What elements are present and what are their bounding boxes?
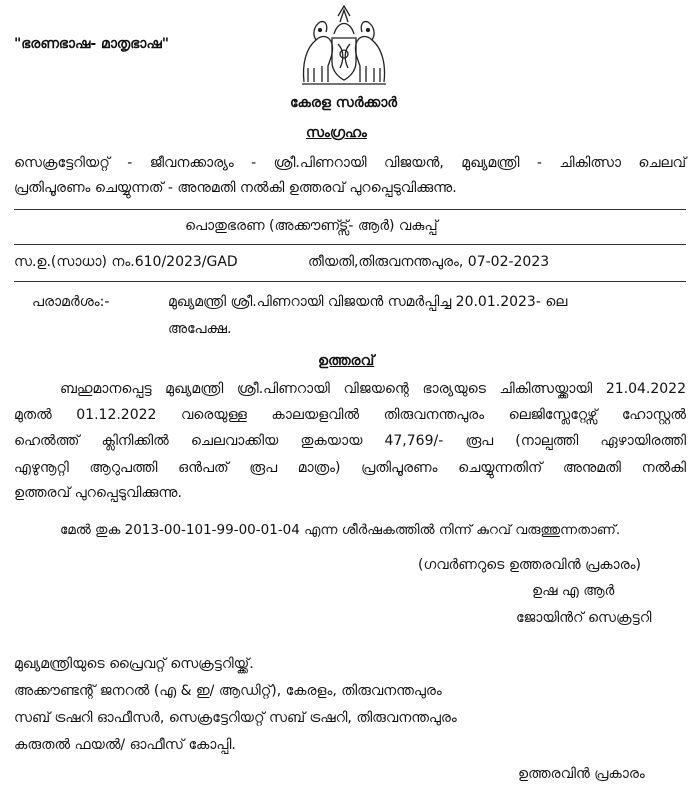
department: പൊതുഭരണ (അക്കൗണ്ട്സ്- ആർ) വകുപ്പ് (185, 218, 438, 234)
abstract-line-1: സെക്രട്ടേറിയറ്റ് - ജീവനക്കാര്യം - ശ്രീ.പിണറായി വിജയൻ, മുഖ്യമന്ത്രി - ചികിത്സാ ചെലവ് (14, 155, 686, 171)
by-order-of-governor: (ഗവർണറുടെ ഉത്തരവിൻ പ്രകാരം) (418, 557, 641, 573)
order-para-line-3: ഹെൽത്ത് ക്ലിനിക്കിൽ ചെലവാക്കിയ തുകയായ 47,769/- രൂപ (നാല്പത്തി ഏഴായിരത്തി (14, 433, 686, 449)
divider-3 (14, 281, 686, 282)
order-para-line-2: മുതൽ 01.12.2022 വരെയുള്ള കാലയളവിൽ തിരുവനന്തപുരം ലെജിസ്ലേറ്റേഴ്സ് ഹോസ്റ്റൽ (14, 407, 686, 423)
divider-2 (14, 244, 686, 245)
head-of-account: മേൽ തുക 2013-00-101-99-00-01-04 എന്ന ശീർഷകത്തിൽ നിന്ന് കുറവ് വരുത്തുന്നതാണ്. (60, 522, 621, 538)
signatory-name: ഉഷ എ ആർ (532, 583, 615, 599)
order-date: തീയതി,തിരുവനന്തപുരം, 07-02-2023 (308, 254, 550, 270)
order-para-line-4: എഴുനൂറ്റി ആറുപത്തി ഒൻപത് രൂപ മാത്രം) പ്രതിപൂരണം ചെയ്യുന്നതിന് അനുമതി നൽകി (14, 460, 686, 476)
reference-label: പരാമർശം:- (32, 294, 110, 310)
distribution-item: അക്കൗണ്ടന്റ് ജനറൽ (എ & ഇ/ ആഡിറ്റ്), കേരളം, തിരുവനന്തപുരം (14, 683, 442, 699)
kerala-emblem-icon (298, 4, 390, 88)
government-title: കേരള സർക്കാർ (290, 95, 398, 111)
order-number: സ.ഉ.(സാധാ) നം.610/2023/GAD (14, 254, 238, 270)
reference-line-2: അപേക്ഷ. (168, 321, 232, 337)
footer-by-order: ഉത്തരവിൻ പ്രകാരം (518, 766, 645, 782)
signatory-designation: ജോയിൻറ് സെക്രട്ടറി (516, 610, 652, 626)
order-heading: ഉത്തരവ് (318, 353, 375, 369)
distribution-item: കരുതൽ ഫയൽ/ ഓഫീസ് കോപ്പി. (14, 737, 236, 753)
order-para-line-1: ബഹുമാനപ്പെട്ട മുഖ്യമന്ത്രി ശ്രീ.പിണറായി വിജയന്റെ ഭാര്യയുടെ ചികിത്സയ്ക്കായി 21.04.2022 (60, 381, 686, 397)
abstract-line-2: പ്രതിപൂരണം ചെയ്യുന്നത് - അനുമതി നൽകി ഉത്തരവ് പുറപ്പെടുവിക്കുന്നു. (14, 180, 457, 196)
abstract-heading: സംഗ്രഹം (306, 125, 367, 141)
divider-1 (14, 209, 686, 210)
reference-line-1: മുഖ്യമന്ത്രി ശ്രീ.പിണറായി വിജയൻ സമർപ്പിച്ച 20.01.2023- ലെ (168, 294, 568, 310)
distribution-item: സബ് ട്രഷറി ഓഫീസർ, സെക്രട്ടേറിയറ്റ് സബ് ട്രഷറി, തിരുവനന്തപുരം (14, 710, 457, 726)
distribution-item: മുഖ്യമന്ത്രിയുടെ പ്രൈവറ്റ് സെക്രട്ടറിയ്ക്ക്. (14, 656, 254, 672)
order-para-line-5: ഉത്തരവ് പുറപ്പെടുവിക്കുന്നു. (14, 485, 182, 501)
motto: "ഭരണഭാഷ- മാതൃഭാഷ" (14, 36, 170, 52)
